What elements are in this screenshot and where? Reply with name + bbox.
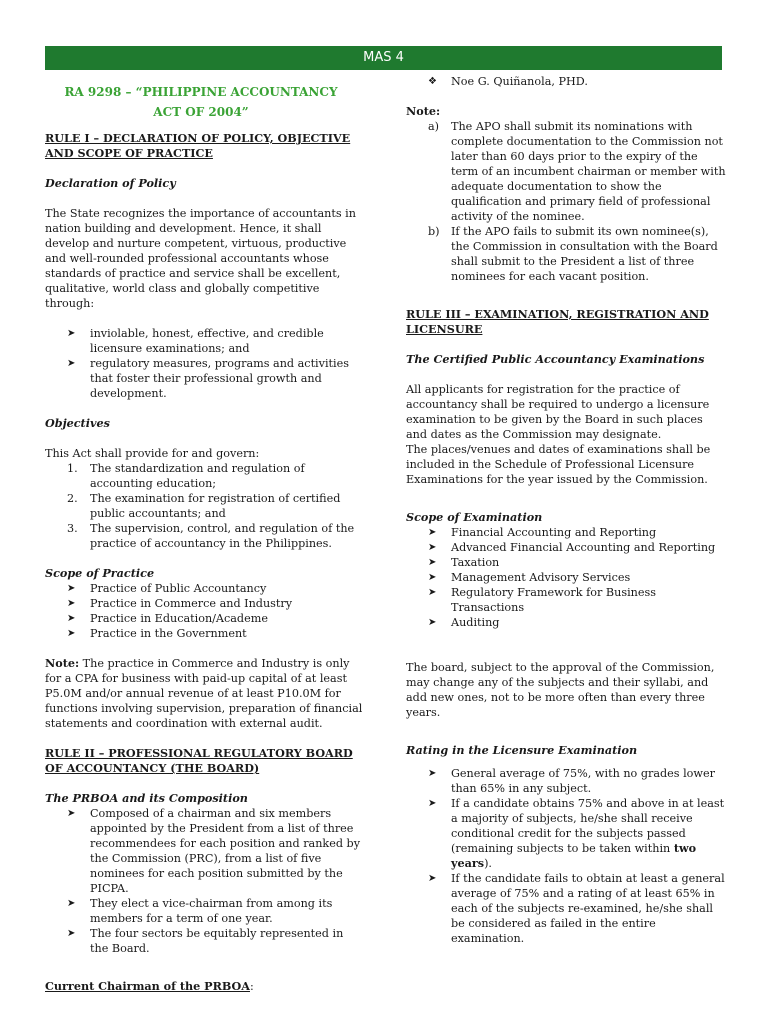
arrow-bullet-icon: ➤ bbox=[428, 572, 437, 583]
rating-heading: Rating in the Licensure Examination bbox=[406, 743, 638, 757]
chairman-name: Noe G. Quiñanola, PHD. bbox=[451, 75, 588, 88]
arrow-bullet-icon: ➤ bbox=[67, 613, 76, 624]
objectives-heading: Objectives bbox=[45, 416, 110, 430]
list-item bbox=[406, 74, 726, 89]
chairman-list bbox=[406, 74, 726, 89]
header-bar bbox=[45, 46, 722, 70]
list-item: ➤ regulatory measures, programs and activities that foster their professional growth and development. bbox=[67, 357, 349, 400]
board-text: The board, subject to the approval of the Commission, may change any of the subjects and their syllabi, and add new ones, not to be more often than every three years. bbox=[406, 661, 715, 719]
arrow-bullet-icon: ➤ bbox=[428, 873, 437, 884]
scope-exam-list bbox=[406, 525, 726, 630]
rule2-heading: RULE II – PROFESSIONAL REGULATORY BOARD OF ACCOUNTANCY (THE BOARD) bbox=[45, 746, 353, 775]
list-item: ➤ Auditing bbox=[428, 616, 500, 629]
cpa-exam-text2: The places/venues and dates of examinations shall be included in the Schedule of Professional Licensure Examinations for the year issued by the Commission. bbox=[406, 443, 711, 486]
scope-list bbox=[45, 581, 365, 641]
scope-note: Note: The practice in Commerce and Industry is only for a CPA for business with paid-up capital of at least P5.0M and/or annual revenue of at least P10.0M for functions involving supervision, preparation of financial statements and coordination with external audit. bbox=[45, 656, 363, 730]
list-item: ➤ Advanced Financial Accounting and Reporting bbox=[428, 541, 716, 554]
arrow-bullet-icon: ➤ bbox=[428, 768, 437, 779]
prboa-list bbox=[45, 806, 365, 956]
arrow-bullet-icon: ➤ bbox=[67, 898, 76, 909]
objectives-intro: This Act shall provide for and govern: bbox=[45, 447, 260, 460]
objectives-list bbox=[45, 461, 365, 551]
right-column bbox=[406, 74, 726, 946]
policy-list bbox=[45, 326, 365, 401]
scope-heading: Scope of Practice bbox=[45, 566, 155, 580]
arrow-bullet-icon: ➤ bbox=[67, 628, 76, 639]
list-item: ➤ Practice in Commerce and Industry bbox=[67, 597, 293, 610]
list-item: a) The APO shall submit its nominations with complete documentation to the Commission not later than 60 days prior to the expiry of the term of an incumbent chairman or member with adequate documentation to show the qualification and primary field of professional activity of the nominee. bbox=[428, 120, 726, 223]
arrow-bullet-icon: ➤ bbox=[67, 808, 76, 819]
list-item: ➤ Composed of a chairman and six members appointed by the President from a list of three recommendees for each position and ranked by the Commission (PRC), from a list of five nominees for each position submitted by the PICPA. bbox=[67, 807, 361, 895]
arrow-bullet-icon: ➤ bbox=[67, 328, 76, 339]
list-item: ➤ If the candidate fails to obtain at least a general average of 75% and a rating of at least 65% in each of the subjects re-examined, he/she shall be considered as failed in the entire examination. bbox=[428, 872, 725, 945]
list-item: ➤ Taxation bbox=[428, 556, 500, 569]
list-item: ➤ General average of 75%, with no grades lower than 65% in any subject. bbox=[428, 767, 715, 795]
list-item: ➤ Practice in the Government bbox=[67, 627, 247, 640]
scope-exam-heading: Scope of Examination bbox=[406, 510, 543, 524]
policy-heading: Declaration of Policy bbox=[45, 176, 176, 190]
apo-note-list bbox=[406, 119, 726, 284]
list-item: ➤ The four sectors be equitably represented in the Board. bbox=[67, 927, 344, 955]
apo-note-label: Note: bbox=[406, 104, 441, 118]
list-item: ➤ Practice in Education/Academe bbox=[67, 612, 268, 625]
document-title bbox=[45, 82, 365, 122]
rule1-heading: RULE I – DECLARATION OF POLICY, OBJECTIVE AND SCOPE OF PRACTICE bbox=[45, 131, 351, 160]
arrow-bullet-icon: ➤ bbox=[67, 598, 76, 609]
rating-list bbox=[406, 766, 726, 946]
list-item: ➤ They elect a vice-chairman from among its members for a term of one year. bbox=[67, 897, 333, 925]
cpa-exam-heading: The Certified Public Accountancy Examinations bbox=[406, 352, 705, 366]
arrow-bullet-icon: ➤ bbox=[428, 587, 437, 598]
document-title-line1: RA 9298 – “PHILIPPINE ACCOUNTANCY bbox=[64, 85, 338, 99]
list-item: ➤ inviolable, honest, effective, and credible licensure examinations; and bbox=[67, 327, 324, 355]
cpa-exam-text1: All applicants for registration for the practice of accountancy shall be required to undergo a licensure examination to be given by the Board in such places and dates as the Commission may designate. bbox=[406, 383, 710, 441]
list-item: 2. The examination for registration of certified public accountants; and bbox=[67, 492, 341, 520]
document-title-line2: ACT OF 2004” bbox=[153, 105, 249, 119]
arrow-bullet-icon: ➤ bbox=[67, 928, 76, 939]
arrow-bullet-icon: ➤ bbox=[67, 358, 76, 369]
left-column bbox=[45, 82, 365, 994]
list-item: ➤ Practice of Public Accountancy bbox=[67, 582, 267, 595]
chairman-heading: Current Chairman of the PRBOA: bbox=[45, 979, 254, 993]
list-item: ➤ Management Advisory Services bbox=[428, 571, 631, 584]
list-item: ➤ If a candidate obtains 75% and above in at least a majority of subjects, he/she shall receive conditional credit for the subjects passed (remaining subjects to be taken within two years). bbox=[428, 797, 725, 870]
list-item: 1. The standardization and regulation of accounting education; bbox=[67, 462, 305, 490]
prboa-heading: The PRBOA and its Composition bbox=[45, 791, 248, 805]
list-item: 3. The supervision, control, and regulation of the practice of accountancy in the Philippines. bbox=[67, 522, 355, 550]
arrow-bullet-icon: ➤ bbox=[428, 798, 437, 809]
arrow-bullet-icon: ➤ bbox=[67, 583, 76, 594]
list-item: b) If the APO fails to submit its own nominee(s), the Commission in consultation with the Board shall submit to the President a list of three nominees for each vacant position. bbox=[428, 225, 718, 283]
header-title: MAS 4 bbox=[363, 50, 404, 65]
arrow-bullet-icon: ➤ bbox=[428, 542, 437, 553]
list-item: ➤ Financial Accounting and Reporting bbox=[428, 526, 657, 539]
arrow-bullet-icon: ➤ bbox=[428, 557, 437, 568]
rule3-heading: RULE III – EXAMINATION, REGISTRATION AND LICENSURE bbox=[406, 307, 709, 336]
policy-text: The State recognizes the importance of accountants in nation building and development. Hence, it shall develop and nurture competent, virtuous, productive and well-rounded professional accountants whose standards of practice and service shall be excellent, qualitative, world class and globally competitive through: bbox=[45, 207, 356, 310]
diamond-bullet-icon: ❖ bbox=[428, 76, 437, 87]
arrow-bullet-icon: ➤ bbox=[428, 527, 437, 538]
arrow-bullet-icon: ➤ bbox=[428, 617, 437, 628]
list-item: ➤ Regulatory Framework for Business Transactions bbox=[428, 586, 656, 614]
